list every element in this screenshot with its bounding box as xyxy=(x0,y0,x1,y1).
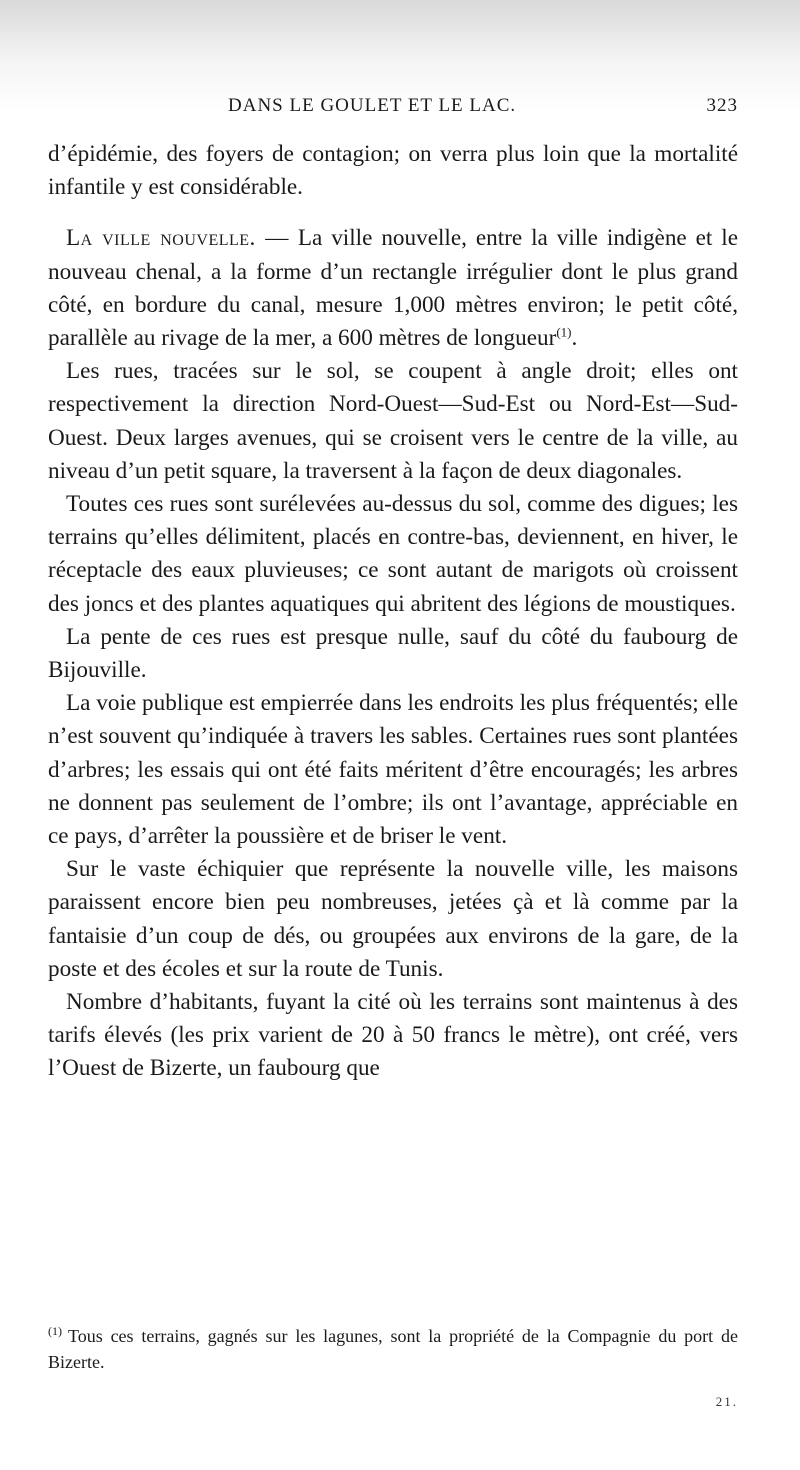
footnote-text: Tous ces terrains, gagnés sur les lagunes, sont la propriété de la Compagnie du port de Bizerte. xyxy=(48,1326,738,1372)
paragraph-5: La pente de ces rues est presque nulle, sauf du côté du faubourg de Bijouville. xyxy=(48,623,738,684)
paragraph-ville-nouvelle xyxy=(48,222,738,355)
page-number: 323 xyxy=(706,95,738,116)
paragraph-2-text: La ville nouvelle, entre la ville indigène et le nouveau chenal, a la forme d’un rectangle irrégulier dont le plus grand côté, en bordure du canal, mesure 1,000 mètres environ; le petit côté, parallèle au rivage de la mer, a 600 mètres de longueur xyxy=(48,225,738,352)
paragraph-7: Sur le vaste échiquier que représente la nouvelle ville, les maisons paraissent encore bien peu nombreuses, jetées çà et là comme par la fantaisie d’un coup de dés, ou groupées aux environs de la gare, de la poste et des écoles et sur la route de Tunis. xyxy=(48,856,738,982)
paragraph-8: Nombre d’habitants, fuyant la cité où les terrains sont maintenus à des tarifs élevés (les prix varient de 20 à 50 francs le mètre), ont créé, vers l’Ouest de Bizerte, un faubourg que xyxy=(48,989,738,1082)
paragraph-3: Les rues, tracées sur le sol, se coupent à angle droit; elles ont respectivement la direction Nord-Ouest—Sud-Est ou Nord-Est—Sud-Ouest. Deux larges avenues, qui se croisent vers le centre de la ville, au niveau d’un petit square, la traversent à la façon de deux diagonales. xyxy=(48,358,738,484)
footnotes xyxy=(48,1318,738,1375)
body-text xyxy=(48,138,738,1086)
footnote-reference: (1) xyxy=(556,324,572,340)
paragraph-1: d’épidémie, des foyers de contagion; on verra plus loin que la mortalité infantile y est considérable. xyxy=(48,141,738,201)
footnote-mark: (1) xyxy=(48,1324,62,1338)
paragraph-6: La voie publique est empierrée dans les endroits les plus fréquentés; elle n’est souvent qu’indiquée à travers les sables. Certaines rues sont plantées d’arbres; les essais qui ont été faits méritent d’être encouragés; les arbres ne donnent pas seulement de l’ombre; ils ont l’avantage, appréciable en ce pays, d’arrêter la poussière et de briser le vent. xyxy=(48,690,738,850)
paragraph-4: Toutes ces rues sont surélevées au-dessus du sol, comme des digues; les terrains qu’elles délimitent, placés en contre-bas, deviennent, en hiver, le réceptacle des eaux pluvieuses; ce sont autant de marigots où croissent des joncs et des plantes aquatiques qui abritent des légions de moustiques. xyxy=(48,491,738,617)
signature-mark: 21. xyxy=(715,1394,738,1409)
paragraph-2-end: . xyxy=(571,325,578,352)
section-heading: La ville nouvelle. — xyxy=(66,225,289,252)
running-header xyxy=(48,95,738,125)
running-title: DANS LE GOULET ET LE LAC. xyxy=(228,95,517,116)
